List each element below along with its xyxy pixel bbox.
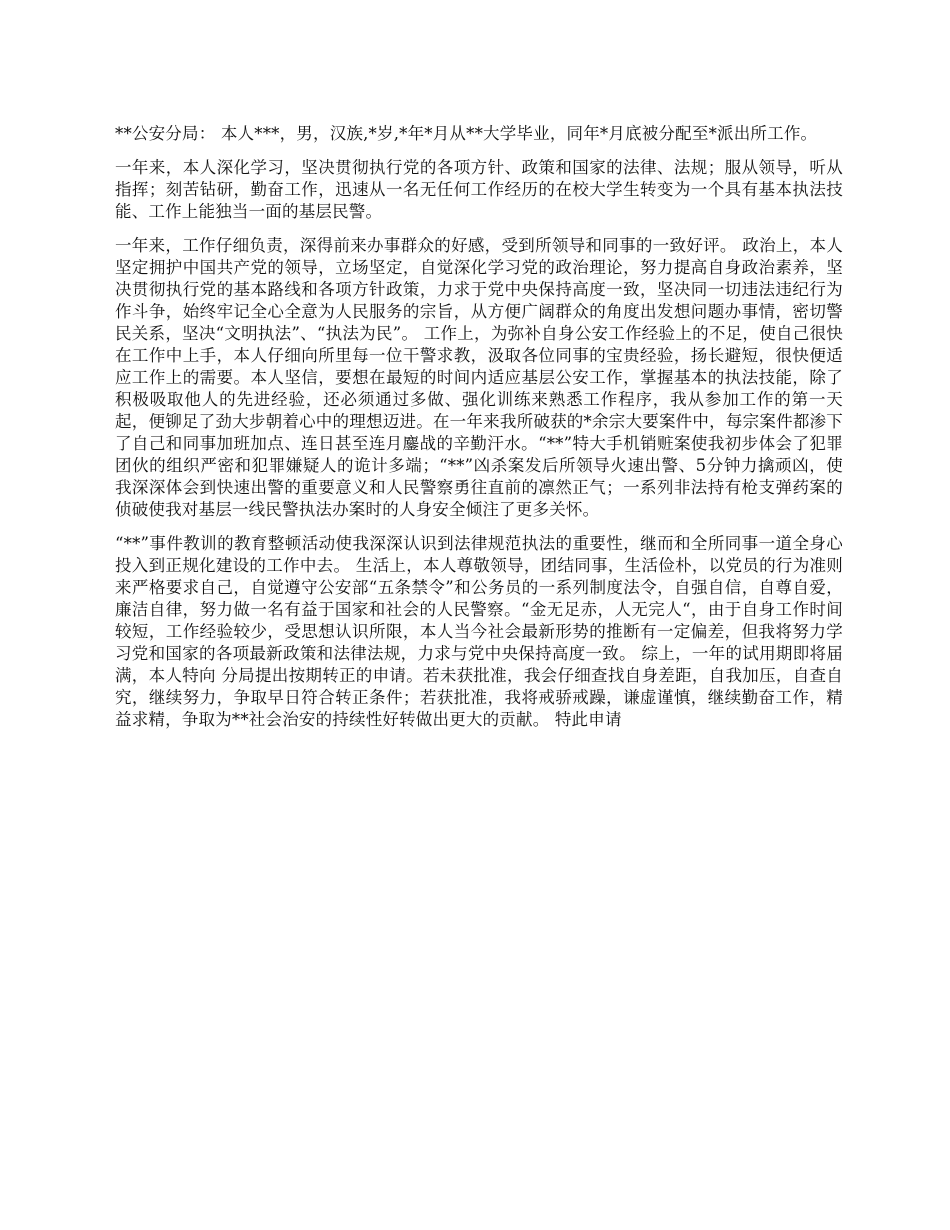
paragraph-work: 一年来，工作仔细负责，深得前来办事群众的好感，受到所领导和同事的一致好评。 政治上，本人坚定拥护中国共产党的领导，立场坚定，自觉深化学习党的政治理论，努力提高自身政治素养，坚决贯彻执行党的基本路线和各项方针政策，力求于党中央保持高度一致，坚决同一切违法违纪行为作斗争，始终牢记全心全意为人民服务的宗旨，从方便广阔群众的角度出发想问题办事情，密切警民关系，坚决“文明执法”、“执法为民”。 工作上，为弥补自身公安工作经验上的不足，使自己很快在工作中上手，本人仔细向所里每一位干警求教，汲取各位同事的宝贵经验，扬长避短，很快便适应工作上的需要。本人坚信，要想在最短的时间内适应基层公安工作，掌握基本的执法技能，除了积极吸取他人的先进经验，还必须通过多做、强化训练来熟悉工作程序，我从参加工作的第一天起，便铆足了劲大步朝着心中的理想迈进。在一年来我所破获的*余宗大要案件中，每宗案件都渗下了自己和同事加班加点、连日甚至连月鏖战的辛勤汗水。“**”特大手机销赃案使我初步体会了犯罪团伙的组织严密和犯罪嫌疑人的诡计多端；“**”凶杀案发后所领导火速出警、5分钟力擒顽凶，使我深深体会到快速出警的重要意义和人民警察勇往直前的凛然正气；一系列非法持有枪支弹药案的侦破使我对基层一线民警执法办案时的人身安全倾注了更多关怀。 [115,236,843,519]
paragraph-greeting: **公安分局： 本人***，男，汉族,*岁,*年*月从**大学毕业，同年*月底被分配至*派出所工作。 [115,124,818,143]
paragraph-conclusion: “**”事件教训的教育整顿活动使我深深认识到法律规范执法的重要性，继而和全所同事一道全身心投入到正规化建设的工作中去。 生活上，本人尊敬领导，团结同事，生活俭朴，以党员的行为准则来严格要求自己，自觉遵守公安部“五条禁令”和公务员的一系列制度法令，自强自信，自尊自爱，廉洁自律，努力做一名有益于国家和社会的人民警察。“金无足赤，人无完人“，由于自身工作时间较短，工作经验较少，受思想认识所限，本人当今社会最新形势的推断有一定偏差，但我将努力学习党和国家的各项最新政策和法律法规，力求与党中央保持高度一致。 综上，一年的试用期即将届满，本人特向 分局提出按期转正的申请。若未获批准，我会仔细查找自身差距，自我加压，自查自究，继续努力，争取早日符合转正条件；若获批准，我将戒骄戒躁，谦虚谨慎，继续勤奋工作，精益求精，争取为**社会治安的持续性好转做出更大的贡献。 特此申请 [115,534,843,729]
paragraph-study: 一年来，本人深化学习，坚决贯彻执行党的各项方针、政策和国家的法律、法规；服从领导，听从指挥；刻苦钻研，勤奋工作，迅速从一名无任何工作经历的在校大学生转变为一个具有基本执法技能、工作上能独当一面的基层民警。 [115,158,843,221]
document-body [115,123,843,743]
